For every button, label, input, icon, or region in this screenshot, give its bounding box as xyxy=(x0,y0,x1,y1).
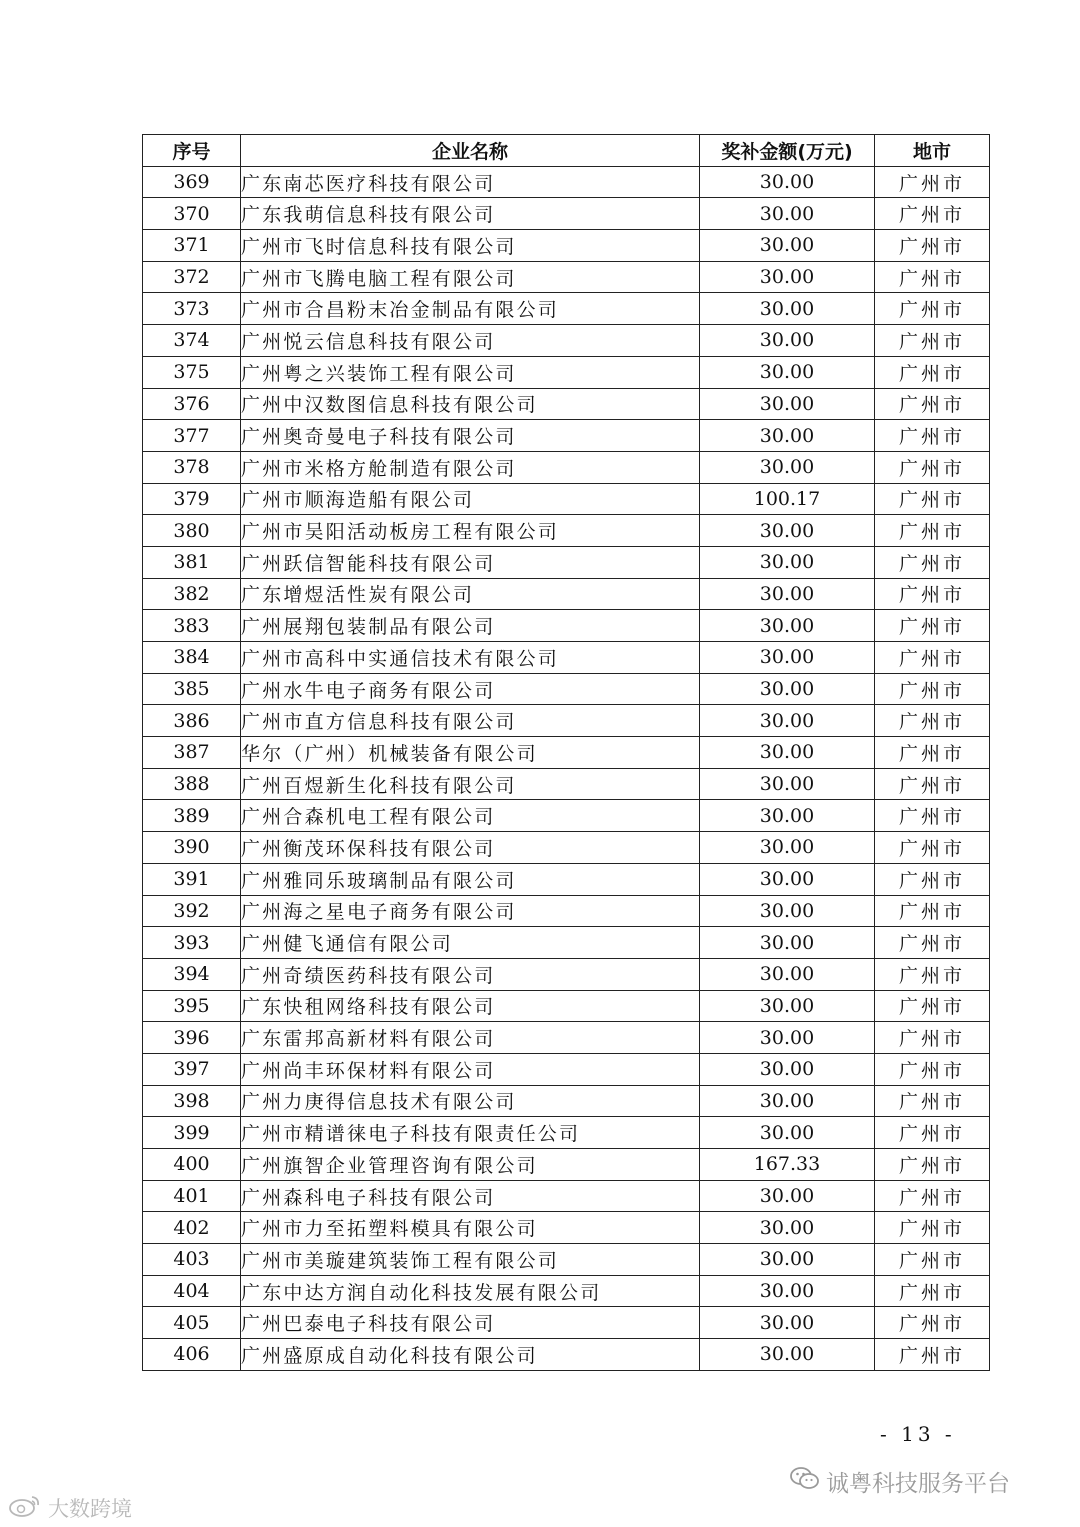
city-cell: 广州市 xyxy=(875,325,990,357)
subsidy-amount-cell: 30.00 xyxy=(700,610,875,642)
table-row xyxy=(143,198,990,230)
city-cell: 广州市 xyxy=(875,356,990,388)
subsidy-amount-cell: 30.00 xyxy=(700,958,875,990)
subsidy-amount-cell: 30.00 xyxy=(700,166,875,198)
table-row xyxy=(143,610,990,642)
serial-no-cell: 377 xyxy=(143,420,241,452)
subsidy-amount-cell: 30.00 xyxy=(700,230,875,262)
table-row xyxy=(143,1307,990,1339)
city-cell: 广州市 xyxy=(875,546,990,578)
header-city: 地市 xyxy=(875,135,990,167)
table-row xyxy=(143,1149,990,1181)
header-serial-no: 序号 xyxy=(143,135,241,167)
table-row xyxy=(143,515,990,547)
city-cell: 广州市 xyxy=(875,1022,990,1054)
city-cell: 广州市 xyxy=(875,1149,990,1181)
subsidy-amount-cell: 30.00 xyxy=(700,1117,875,1149)
table-row xyxy=(143,388,990,420)
city-cell: 广州市 xyxy=(875,1307,990,1339)
city-cell: 广州市 xyxy=(875,515,990,547)
table-body xyxy=(143,166,990,1370)
city-cell: 广州市 xyxy=(875,420,990,452)
city-cell: 广州市 xyxy=(875,832,990,864)
header-company-name: 企业名称 xyxy=(241,135,700,167)
table-row xyxy=(143,578,990,610)
serial-no-cell: 399 xyxy=(143,1117,241,1149)
company-name-cell: 广州力庚得信息技术有限公司 xyxy=(241,1085,700,1117)
watermark-platform-text: 诚粤科技服务平台 xyxy=(826,1471,1010,1497)
subsidy-amount-cell: 30.00 xyxy=(700,895,875,927)
serial-no-cell: 371 xyxy=(143,230,241,262)
company-name-cell: 广东雷邦高新材料有限公司 xyxy=(241,1022,700,1054)
table-row xyxy=(143,1022,990,1054)
serial-no-cell: 375 xyxy=(143,356,241,388)
subsidy-amount-cell: 30.00 xyxy=(700,261,875,293)
serial-no-cell: 385 xyxy=(143,673,241,705)
header-subsidy-amount: 奖补金额(万元) xyxy=(700,135,875,167)
city-cell: 广州市 xyxy=(875,610,990,642)
city-cell: 广州市 xyxy=(875,673,990,705)
table-row xyxy=(143,1085,990,1117)
city-cell: 广州市 xyxy=(875,230,990,262)
subsidy-amount-cell: 30.00 xyxy=(700,388,875,420)
company-name-cell: 广州市美璇建筑装饰工程有限公司 xyxy=(241,1244,700,1276)
company-name-cell: 广州市吴阳活动板房工程有限公司 xyxy=(241,515,700,547)
serial-no-cell: 398 xyxy=(143,1085,241,1117)
city-cell: 广州市 xyxy=(875,1053,990,1085)
serial-no-cell: 405 xyxy=(143,1307,241,1339)
company-name-cell: 广州旗智企业管理咨询有限公司 xyxy=(241,1149,700,1181)
table-row xyxy=(143,958,990,990)
city-cell: 广州市 xyxy=(875,958,990,990)
company-name-cell: 广东中达方润自动化科技发展有限公司 xyxy=(241,1275,700,1307)
company-name-cell: 广州中汉数图信息科技有限公司 xyxy=(241,388,700,420)
company-name-cell: 广州市顺海造船有限公司 xyxy=(241,483,700,515)
company-name-cell: 广州衡茂环保科技有限公司 xyxy=(241,832,700,864)
company-name-cell: 华尔（广州）机械装备有限公司 xyxy=(241,737,700,769)
city-cell: 广州市 xyxy=(875,388,990,420)
table-row xyxy=(143,737,990,769)
serial-no-cell: 389 xyxy=(143,800,241,832)
subsidy-amount-cell: 30.00 xyxy=(700,546,875,578)
serial-no-cell: 369 xyxy=(143,166,241,198)
table-row xyxy=(143,1339,990,1371)
city-cell: 广州市 xyxy=(875,1339,990,1371)
company-name-cell: 广州尚丰环保材料有限公司 xyxy=(241,1053,700,1085)
table-row xyxy=(143,451,990,483)
serial-no-cell: 390 xyxy=(143,832,241,864)
serial-no-cell: 395 xyxy=(143,990,241,1022)
city-cell: 广州市 xyxy=(875,895,990,927)
subsidy-amount-cell: 30.00 xyxy=(700,1053,875,1085)
company-name-cell: 广州市力至拓塑料模具有限公司 xyxy=(241,1212,700,1244)
serial-no-cell: 402 xyxy=(143,1212,241,1244)
serial-no-cell: 406 xyxy=(143,1339,241,1371)
table-row xyxy=(143,1244,990,1276)
table-row xyxy=(143,1212,990,1244)
subsidy-amount-cell: 30.00 xyxy=(700,1085,875,1117)
company-name-cell: 广州森科电子科技有限公司 xyxy=(241,1180,700,1212)
company-name-cell: 广东南芯医疗科技有限公司 xyxy=(241,166,700,198)
city-cell: 广州市 xyxy=(875,1244,990,1276)
weibo-icon xyxy=(8,1494,42,1523)
subsidy-amount-cell: 30.00 xyxy=(700,293,875,325)
table-row xyxy=(143,261,990,293)
company-name-cell: 广州奥奇曼电子科技有限公司 xyxy=(241,420,700,452)
serial-no-cell: 392 xyxy=(143,895,241,927)
table-header-row xyxy=(143,135,990,167)
table-row xyxy=(143,546,990,578)
subsidy-amount-cell: 30.00 xyxy=(700,705,875,737)
company-name-cell: 广州市高科中实通信技术有限公司 xyxy=(241,642,700,674)
serial-no-cell: 372 xyxy=(143,261,241,293)
city-cell: 广州市 xyxy=(875,293,990,325)
subsidy-amount-cell: 30.00 xyxy=(700,1307,875,1339)
serial-no-cell: 384 xyxy=(143,642,241,674)
serial-no-cell: 370 xyxy=(143,198,241,230)
subsidy-amount-cell: 167.33 xyxy=(700,1149,875,1181)
company-name-cell: 广州悦云信息科技有限公司 xyxy=(241,325,700,357)
page-number: - 13 - xyxy=(880,1422,956,1446)
table-row xyxy=(143,356,990,388)
subsidy-amount-cell: 30.00 xyxy=(700,832,875,864)
company-name-cell: 广州市合昌粉末冶金制品有限公司 xyxy=(241,293,700,325)
company-name-cell: 广州百煜新生化科技有限公司 xyxy=(241,768,700,800)
company-name-cell: 广州雅同乐玻璃制品有限公司 xyxy=(241,863,700,895)
table-row xyxy=(143,642,990,674)
company-name-cell: 广州市飞时信息科技有限公司 xyxy=(241,230,700,262)
subsidy-amount-cell: 30.00 xyxy=(700,1212,875,1244)
subsidy-amount-cell: 30.00 xyxy=(700,356,875,388)
table-row xyxy=(143,166,990,198)
enterprise-subsidy-table xyxy=(142,134,990,1371)
serial-no-cell: 380 xyxy=(143,515,241,547)
city-cell: 广州市 xyxy=(875,166,990,198)
company-name-cell: 广州巴泰电子科技有限公司 xyxy=(241,1307,700,1339)
serial-no-cell: 393 xyxy=(143,927,241,959)
city-cell: 广州市 xyxy=(875,1085,990,1117)
subsidy-amount-cell: 30.00 xyxy=(700,642,875,674)
serial-no-cell: 376 xyxy=(143,388,241,420)
city-cell: 广州市 xyxy=(875,1212,990,1244)
serial-no-cell: 383 xyxy=(143,610,241,642)
subsidy-amount-cell: 30.00 xyxy=(700,768,875,800)
city-cell: 广州市 xyxy=(875,1275,990,1307)
serial-no-cell: 381 xyxy=(143,546,241,578)
city-cell: 广州市 xyxy=(875,768,990,800)
city-cell: 广州市 xyxy=(875,705,990,737)
subsidy-amount-cell: 30.00 xyxy=(700,1180,875,1212)
table-row xyxy=(143,1117,990,1149)
city-cell: 广州市 xyxy=(875,642,990,674)
table-row xyxy=(143,1053,990,1085)
table-row xyxy=(143,483,990,515)
serial-no-cell: 394 xyxy=(143,958,241,990)
serial-no-cell: 373 xyxy=(143,293,241,325)
city-cell: 广州市 xyxy=(875,198,990,230)
subsidy-amount-cell: 30.00 xyxy=(700,1275,875,1307)
company-name-cell: 广州市飞腾电脑工程有限公司 xyxy=(241,261,700,293)
table-row xyxy=(143,895,990,927)
watermark-source xyxy=(8,1493,132,1523)
subsidy-amount-cell: 30.00 xyxy=(700,198,875,230)
table-row xyxy=(143,832,990,864)
subsidy-amount-cell: 30.00 xyxy=(700,578,875,610)
subsidy-amount-cell: 30.00 xyxy=(700,451,875,483)
company-name-cell: 广东快租网络科技有限公司 xyxy=(241,990,700,1022)
watermark-source-text: 大数跨境 xyxy=(48,1497,132,1521)
table-row xyxy=(143,230,990,262)
city-cell: 广州市 xyxy=(875,863,990,895)
subsidy-amount-cell: 30.00 xyxy=(700,990,875,1022)
serial-no-cell: 400 xyxy=(143,1149,241,1181)
city-cell: 广州市 xyxy=(875,261,990,293)
city-cell: 广州市 xyxy=(875,451,990,483)
serial-no-cell: 397 xyxy=(143,1053,241,1085)
company-name-cell: 广州市直方信息科技有限公司 xyxy=(241,705,700,737)
serial-no-cell: 378 xyxy=(143,451,241,483)
company-name-cell: 广东我萌信息科技有限公司 xyxy=(241,198,700,230)
company-name-cell: 广州盛原成自动化科技有限公司 xyxy=(241,1339,700,1371)
serial-no-cell: 386 xyxy=(143,705,241,737)
table-row xyxy=(143,927,990,959)
serial-no-cell: 396 xyxy=(143,1022,241,1054)
subsidy-amount-cell: 30.00 xyxy=(700,1022,875,1054)
table-row xyxy=(143,863,990,895)
company-name-cell: 广州粤之兴装饰工程有限公司 xyxy=(241,356,700,388)
company-name-cell: 广东增煜活性炭有限公司 xyxy=(241,578,700,610)
subsidy-amount-cell: 30.00 xyxy=(700,863,875,895)
company-name-cell: 广州水牛电子商务有限公司 xyxy=(241,673,700,705)
table-row xyxy=(143,990,990,1022)
subsidy-amount-cell: 30.00 xyxy=(700,673,875,705)
city-cell: 广州市 xyxy=(875,800,990,832)
subsidy-amount-cell: 30.00 xyxy=(700,927,875,959)
city-cell: 广州市 xyxy=(875,1117,990,1149)
wechat-icon xyxy=(790,1466,820,1498)
company-name-cell: 广州跃信智能科技有限公司 xyxy=(241,546,700,578)
company-name-cell: 广州市精谱徕电子科技有限责任公司 xyxy=(241,1117,700,1149)
watermark-platform xyxy=(790,1465,1010,1498)
table-row xyxy=(143,1275,990,1307)
serial-no-cell: 403 xyxy=(143,1244,241,1276)
company-name-cell: 广州市米格方舱制造有限公司 xyxy=(241,451,700,483)
subsidy-amount-cell: 30.00 xyxy=(700,515,875,547)
subsidy-amount-cell: 30.00 xyxy=(700,1244,875,1276)
table-row xyxy=(143,800,990,832)
company-name-cell: 广州奇绩医药科技有限公司 xyxy=(241,958,700,990)
subsidy-amount-cell: 100.17 xyxy=(700,483,875,515)
subsidy-amount-cell: 30.00 xyxy=(700,737,875,769)
table-row xyxy=(143,293,990,325)
table-row xyxy=(143,1180,990,1212)
table-row xyxy=(143,705,990,737)
serial-no-cell: 379 xyxy=(143,483,241,515)
table-row xyxy=(143,673,990,705)
company-name-cell: 广州健飞通信有限公司 xyxy=(241,927,700,959)
subsidy-amount-cell: 30.00 xyxy=(700,800,875,832)
city-cell: 广州市 xyxy=(875,737,990,769)
serial-no-cell: 391 xyxy=(143,863,241,895)
city-cell: 广州市 xyxy=(875,578,990,610)
serial-no-cell: 401 xyxy=(143,1180,241,1212)
city-cell: 广州市 xyxy=(875,483,990,515)
serial-no-cell: 404 xyxy=(143,1275,241,1307)
subsidy-amount-cell: 30.00 xyxy=(700,420,875,452)
subsidy-amount-cell: 30.00 xyxy=(700,1339,875,1371)
city-cell: 广州市 xyxy=(875,990,990,1022)
company-name-cell: 广州展翔包装制品有限公司 xyxy=(241,610,700,642)
city-cell: 广州市 xyxy=(875,1180,990,1212)
serial-no-cell: 374 xyxy=(143,325,241,357)
serial-no-cell: 387 xyxy=(143,737,241,769)
company-name-cell: 广州合森机电工程有限公司 xyxy=(241,800,700,832)
table-row xyxy=(143,768,990,800)
city-cell: 广州市 xyxy=(875,927,990,959)
table-row xyxy=(143,420,990,452)
table-row xyxy=(143,325,990,357)
subsidy-amount-cell: 30.00 xyxy=(700,325,875,357)
serial-no-cell: 388 xyxy=(143,768,241,800)
serial-no-cell: 382 xyxy=(143,578,241,610)
company-name-cell: 广州海之星电子商务有限公司 xyxy=(241,895,700,927)
